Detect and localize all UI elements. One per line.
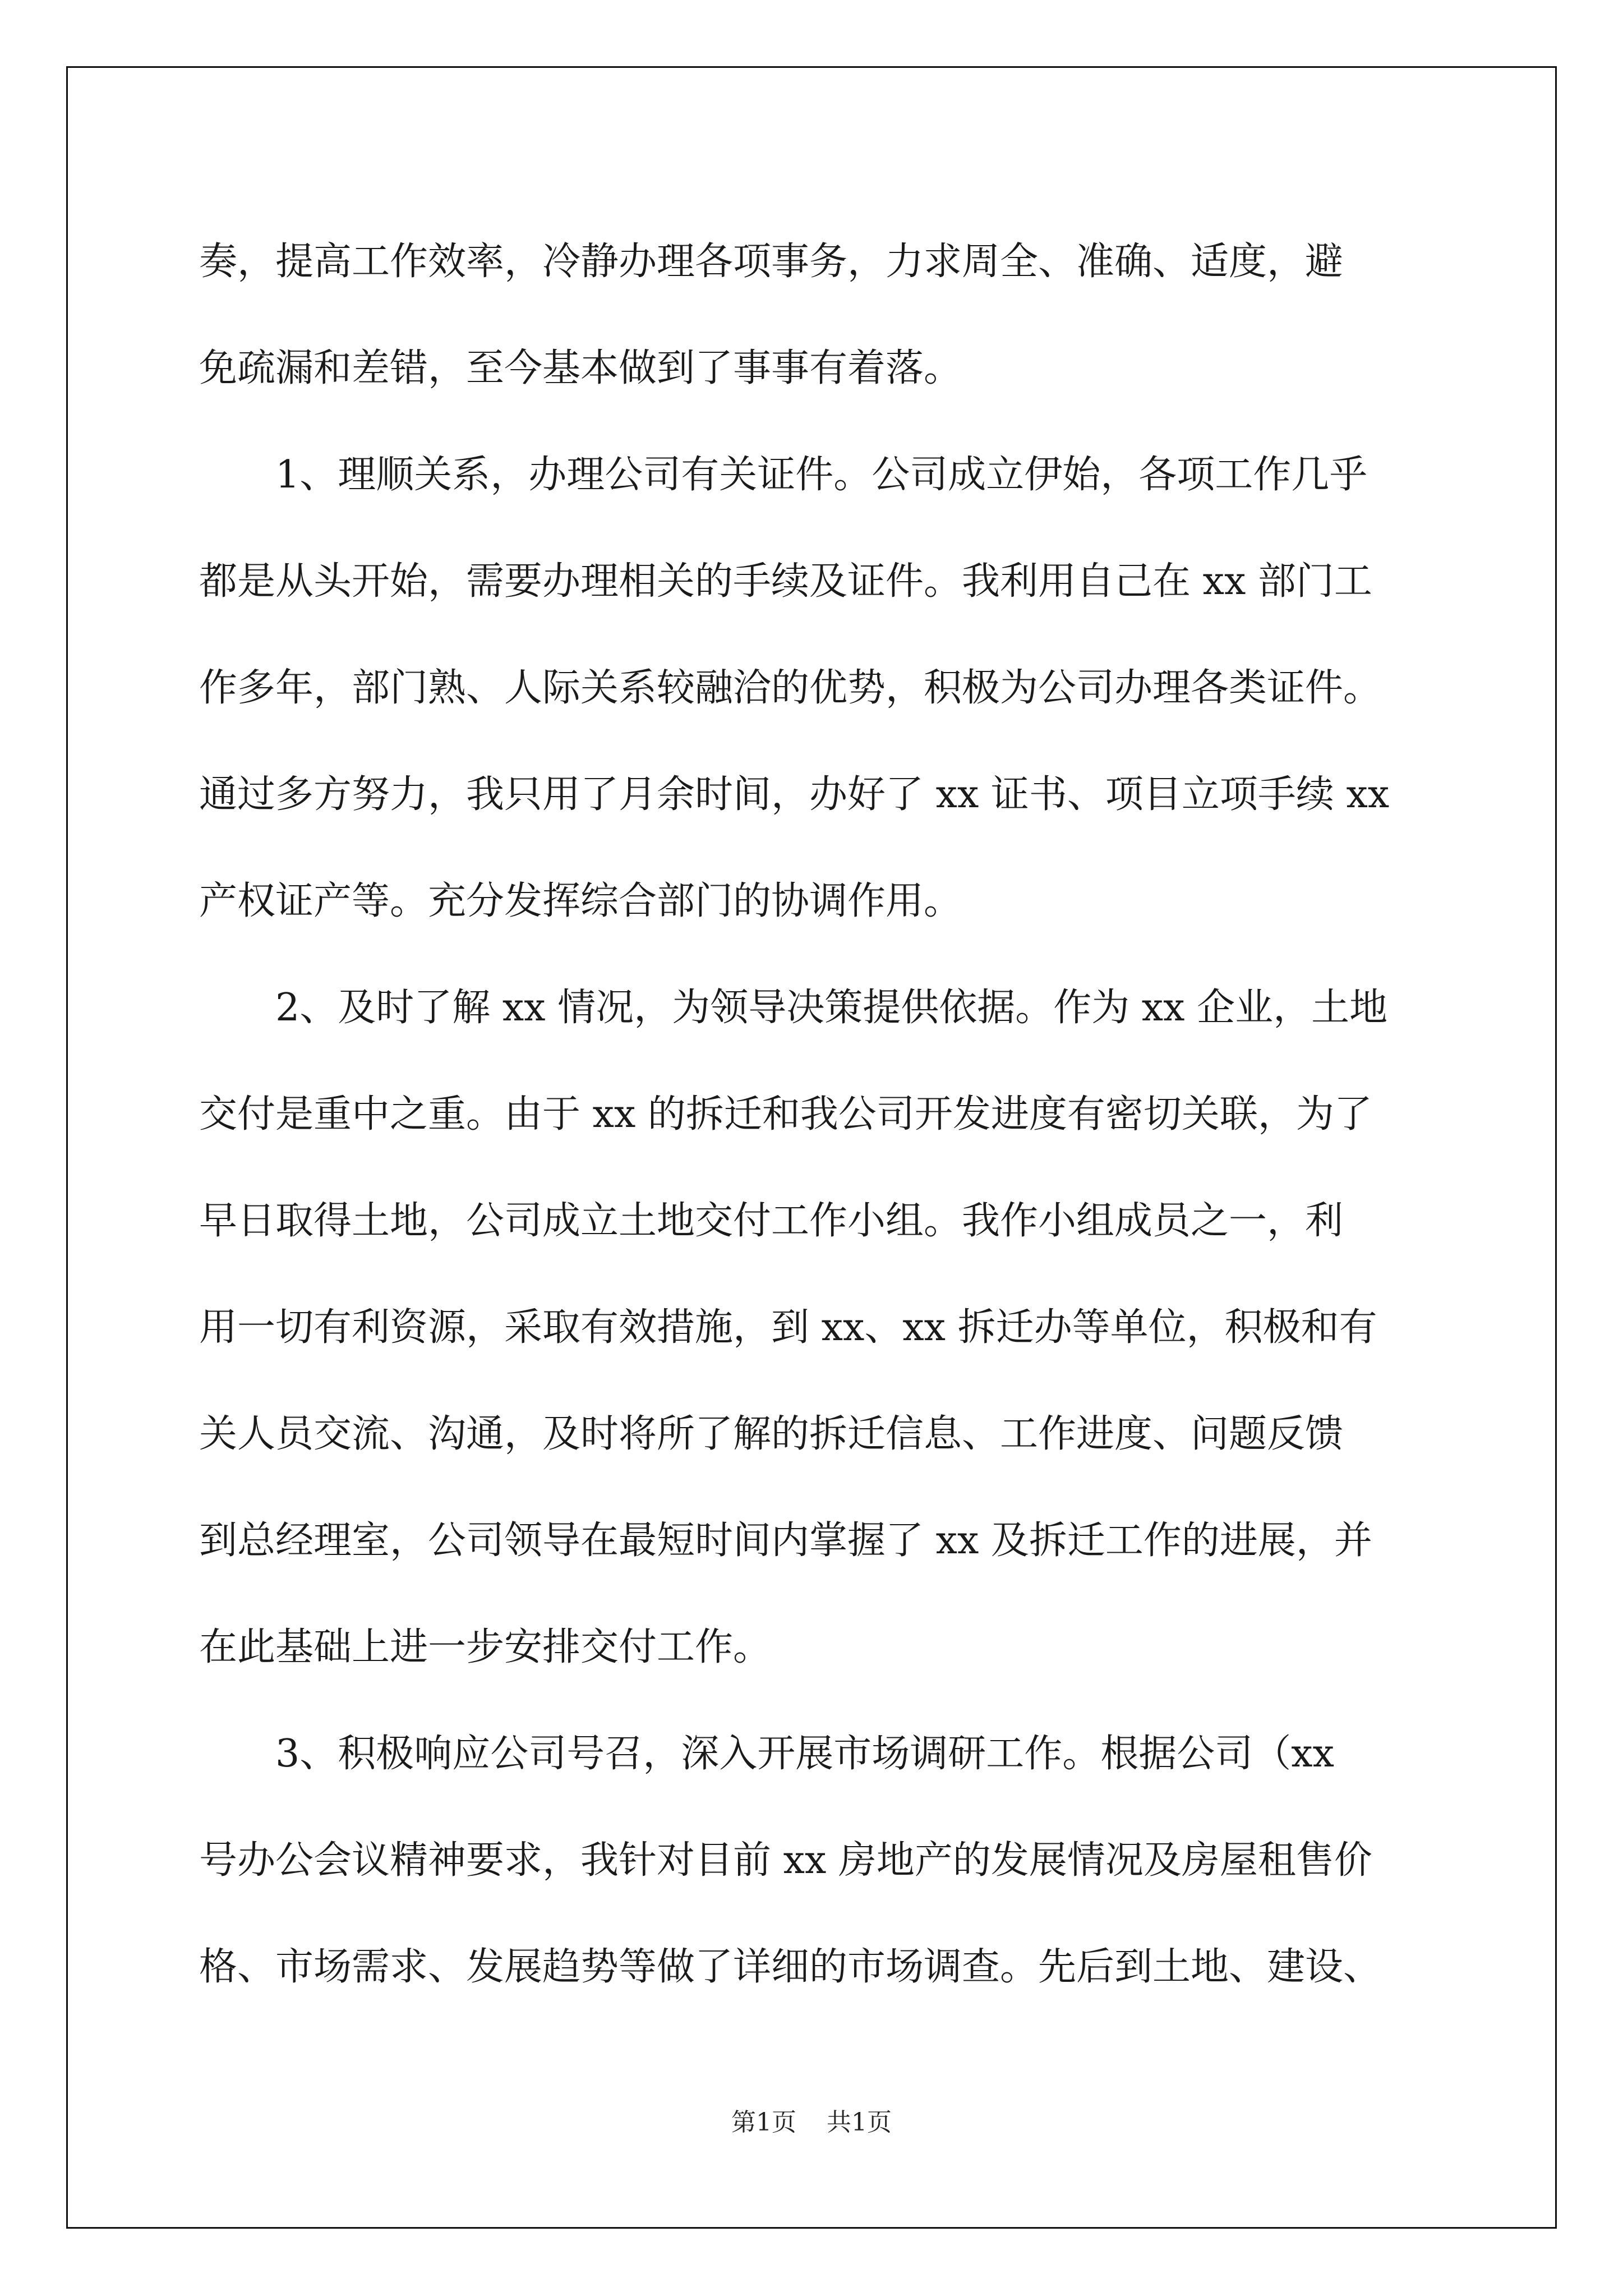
text-line: 关人员交流、沟通，及时将所了解的拆迁信息、工作进度、问题反馈 (199, 1412, 1344, 1456)
text-line: 在此基础上进一步安排交付工作。 (199, 1625, 772, 1669)
page-number: 第1页 (731, 2108, 796, 2137)
text-line: 通过多方努力，我只用了月余时间，办好了 xx 证书、项目立项手续 xx (199, 772, 1390, 817)
text-line: 1、理顺关系，办理公司有关证件。公司成立伊始，各项工作几乎 (199, 453, 1368, 497)
text-line: 都是从头开始，需要办理相关的手续及证件。我利用自己在 xx 部门工 (199, 559, 1372, 604)
document-body (199, 209, 1433, 2021)
text-line: 产权证产等。充分发挥综合部门的协调作用。 (199, 879, 962, 923)
text-line: 免疏漏和差错，至今基本做到了事事有着落。 (199, 346, 962, 390)
text-line: 交付是重中之重。由于 xx 的拆迁和我公司开发进度有密切关联，为了 (199, 1092, 1372, 1137)
text-line: 格、市场需求、发展趋势等做了详细的市场调查。先后到土地、建设、 (199, 1945, 1382, 1989)
page-footer (0, 2106, 1623, 2139)
text-line: 3、积极响应公司号召，深入开展市场调研工作。根据公司（xx (199, 1732, 1334, 1776)
page-total: 共1页 (827, 2108, 892, 2137)
text-line: 2、及时了解 xx 情况，为领导决策提供依据。作为 xx 企业，土地 (199, 986, 1388, 1030)
text-line: 号办公会议精神要求，我针对目前 xx 房地产的发展情况及房屋租售价 (199, 1838, 1372, 1883)
text-line: 用一切有利资源，采取有效措施，到 xx、xx 拆迁办等单位，积极和有 (199, 1305, 1377, 1350)
text-line: 早日取得土地，公司成立土地交付工作小组。我作小组成员之一，利 (199, 1199, 1344, 1243)
text-line: 到总经理室，公司领导在最短时间内掌握了 xx 及拆迁工作的进展，并 (199, 1519, 1372, 1563)
text-line: 作多年，部门熟、人际关系较融洽的优势，积极为公司办理各类证件。 (199, 666, 1382, 710)
text-line: 奏，提高工作效率，冷静办理各项事务，力求周全、准确、适度，避 (199, 240, 1344, 284)
